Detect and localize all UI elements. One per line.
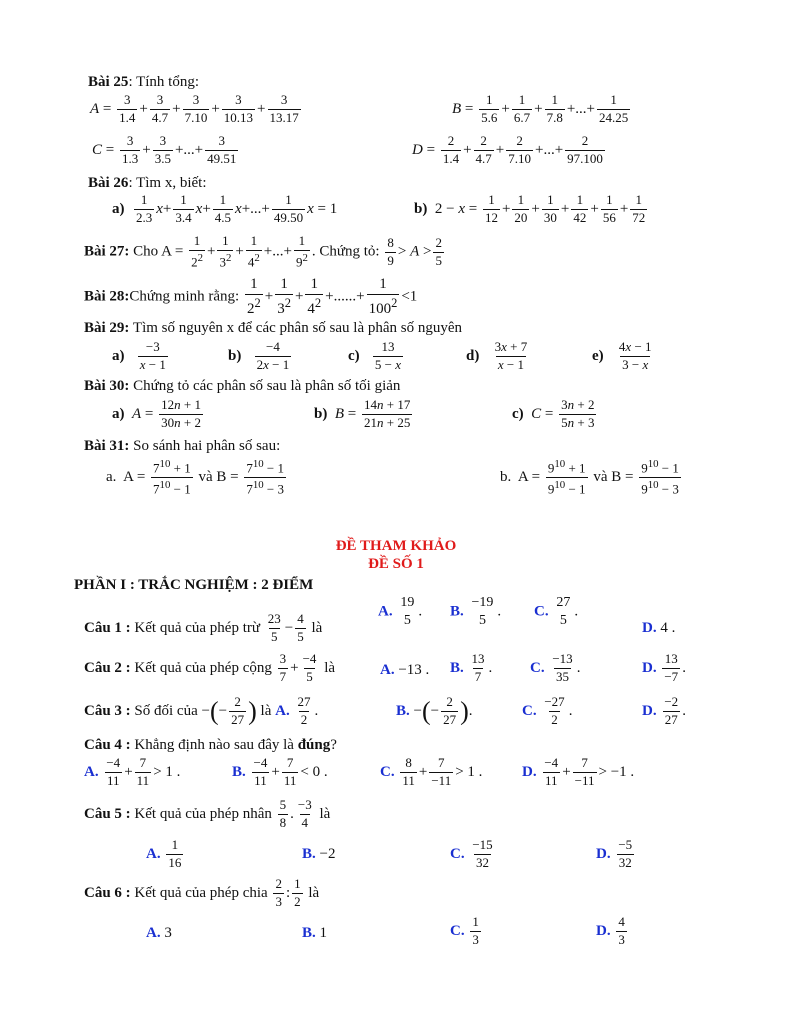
- q2-option-B[interactable]: B. $\frac{13}{7}$ .: [450, 651, 493, 684]
- b31-heading: [84, 438, 280, 455]
- q3-label: Câu 3 :: [84, 702, 131, 719]
- q2-stem: Câu 2 : Kết quả của phép cộng $\frac{3}{7}$ + $\frac{-4}{5}$ là: [84, 651, 336, 684]
- b25-intro: : Tính tổng:: [128, 74, 199, 90]
- b30-intro: Chứng tỏ các phân số sau là phân số tối giản: [133, 378, 401, 394]
- q2-option-A[interactable]: A. −13 .: [380, 662, 430, 678]
- q6-option-C[interactable]: C. $\frac{1}{3}$: [450, 914, 479, 947]
- q4-option-D[interactable]: D. $\frac{-4}{11}$ + $\frac{7}{-11}$ > −1 .: [522, 755, 635, 788]
- q5-option-B[interactable]: B. −2: [302, 846, 336, 862]
- q4-stem: [84, 737, 337, 754]
- b29-item-b: b) $\frac{-4}{2x - 1}$: [228, 339, 290, 372]
- q4-label: Câu 4 :: [84, 737, 131, 753]
- q3-option-B[interactable]: B. −(− $\frac{2}{27}$ ).: [396, 694, 473, 727]
- b31-part-a: a. A = $\frac{7^{10} + 1}{7^{10} - 1}$ và B = $\frac{7^{10} - 1}{7^{10} - 3}$: [106, 458, 285, 497]
- q5-label: Câu 5 :: [84, 805, 131, 822]
- q4-text: Khẳng định nào sau đây là: [134, 737, 294, 753]
- b29-title: Bài 29:: [84, 320, 130, 336]
- part1-title: PHẦN I : TRẮC NGHIỆM : 2 ĐIỂM: [74, 577, 314, 593]
- b31-title: Bài 31:: [84, 438, 130, 454]
- q4-emph: đúng: [297, 737, 331, 753]
- q1-option-A[interactable]: A. 19 5 .: [378, 595, 423, 629]
- b25-heading: [88, 74, 199, 91]
- b29-intro: Tìm số nguyên x để các phân số sau là phân số nguyên: [132, 320, 462, 336]
- b27-title: Bài 27:: [84, 243, 130, 260]
- q2-option-D[interactable]: D. $\frac{13}{-7}$ .: [642, 651, 686, 684]
- b27: Bài 27: Cho A = $\frac{1}{2^2}$ + $\frac{1}{3^2}$ + $\frac{1}{4^2}$ +...+ $\frac{1}{9^2}$ . Chứng tỏ: $\frac{8}{9}$ > A > $\frac{2}{5}$: [84, 233, 442, 270]
- b29-heading: [84, 320, 462, 337]
- b30-item-b: b) B = $\frac{14n + 17}{21n + 25}$: [314, 397, 411, 430]
- b26-heading: [88, 175, 207, 192]
- b26-b: b) 2 − x = $\frac{1}{12}$ + $\frac{1}{20}$ + $\frac{1}{30}$ + $\frac{1}{42}$ + $\frac{1}{56}$ + $\frac{1}{72}$: [414, 192, 646, 225]
- q3-option-C[interactable]: C. $\frac{-27}{2}$ .: [522, 694, 573, 727]
- b29-item-e: e) $\frac{4x - 1}{3 - x}$: [592, 339, 652, 372]
- q6-option-A[interactable]: A. 3: [146, 925, 172, 941]
- b31-intro: So sánh hai phân số sau:: [133, 438, 281, 454]
- b25-title: Bài 25: [88, 74, 129, 90]
- q5-option-A[interactable]: A. $\frac{1}{16}$: [146, 837, 182, 870]
- q6-option-B[interactable]: B. 1: [302, 925, 328, 941]
- q1-option-D[interactable]: D. 4 .: [642, 620, 676, 636]
- b25-expr-C: C = $\frac{3}{1.3}$ + $\frac{3}{3.5}$ +...+ $\frac{3}{49.51}$: [92, 133, 237, 166]
- b31-part-b: b. A = $\frac{9^{10} + 1}{9^{10} - 1}$ và B = $\frac{9^{10} - 1}{9^{10} - 3}$: [500, 458, 679, 497]
- b28-title: Bài 28:: [84, 288, 130, 305]
- b29-item-d: d) $\frac{3x + 7}{x - 1}$: [466, 339, 528, 372]
- q6-label: Câu 6 :: [84, 884, 131, 901]
- q5-stem: Câu 5 : Kết quả của phép nhân $\frac{5}{8}$ . $\frac{-3}{4}$ là: [84, 797, 331, 830]
- b30-heading: [84, 378, 400, 395]
- q1-option-C[interactable]: C. 27 5 .: [534, 595, 579, 629]
- q2-label: Câu 2 :: [84, 659, 131, 676]
- b30-title: Bài 30:: [84, 378, 130, 394]
- q1-option-B[interactable]: B. −19 5 .: [450, 595, 502, 629]
- q1-stem: Câu 1 : Kết quả của phép trừ $\frac{23}{5}$ − $\frac{4}{5}$ là: [84, 611, 323, 644]
- b25-expr-B: B = $\frac{1}{5.6}$ + $\frac{1}{6.7}$ + $\frac{1}{7.8}$ +...+ $\frac{1}{24.25}$: [452, 92, 629, 125]
- q4-qmark: ?: [330, 737, 337, 753]
- q1-label: Câu 1 :: [84, 619, 131, 636]
- b28: Bài 28:Chứng minh rằng: $\frac{1}{2^2}$ + $\frac{1}{3^2}$ + $\frac{1}{4^2}$ +......+ $\frac{1}{100^2}$ <1: [84, 276, 418, 318]
- q3-stem: Câu 3 : Số đối của −(− $\frac{2}{27}$ ) là A. $\frac{27}{2}$ .: [84, 694, 319, 727]
- b26-a: a) $\frac{1}{2.3}$ x+ $\frac{1}{3.4}$ x+ $\frac{1}{4.5}$ x+...+ $\frac{1}{49.50}$ x = 1: [112, 192, 338, 225]
- b29-item-c: c) $\frac{13}{5 - x}$: [348, 339, 402, 372]
- exam-number: ĐỀ SỐ 1: [368, 556, 424, 572]
- b30-item-a: a) A = $\frac{12n + 1}{30n + 2}$: [112, 397, 201, 430]
- q4-option-C[interactable]: C. $\frac{8}{11}$ + $\frac{7}{-11}$ > 1 .: [380, 755, 483, 788]
- b29-item-a: a) $\frac{-3}{x - 1}$: [112, 339, 166, 372]
- q5-option-D[interactable]: D. $\frac{-5}{32}$: [596, 837, 633, 870]
- q6-stem: Câu 6 : Kết quả của phép chia $\frac{2}{3}$ : $\frac{1}{2}$ là: [84, 876, 320, 909]
- q6-option-D[interactable]: D. $\frac{4}{3}$: [596, 914, 625, 947]
- exam-title: ĐỀ THAM KHẢO: [335, 538, 457, 554]
- b26-intro: : Tìm x, biết:: [128, 175, 207, 191]
- q4-option-B[interactable]: B. $\frac{-4}{11}$ + $\frac{7}{11}$ < 0 .: [232, 755, 328, 788]
- q2-option-C[interactable]: C. $\frac{-13}{35}$ .: [530, 651, 581, 684]
- b26-title: Bài 26: [88, 175, 129, 191]
- b25-expr-A: A = $\frac{3}{1.4}$ + $\frac{3}{4.7}$ + $\frac{3}{7.10}$ + $\frac{3}{10.13}$ + $\frac{3}{13.17}$: [90, 92, 299, 125]
- b30-item-c: c) C = $\frac{3n + 2}{5n + 3}$: [512, 397, 595, 430]
- q5-option-C[interactable]: C. $\frac{-15}{32}$: [450, 837, 493, 870]
- q4-option-A[interactable]: A. $\frac{-4}{11}$ + $\frac{7}{11}$ > 1 .: [84, 755, 181, 788]
- q3-option-D[interactable]: D. $\frac{-2}{27}$ .: [642, 694, 686, 727]
- b25-expr-D: D = $\frac{2}{1.4}$ + $\frac{2}{4.7}$ + $\frac{2}{7.10}$ +...+ $\frac{2}{97.100}$: [412, 133, 603, 166]
